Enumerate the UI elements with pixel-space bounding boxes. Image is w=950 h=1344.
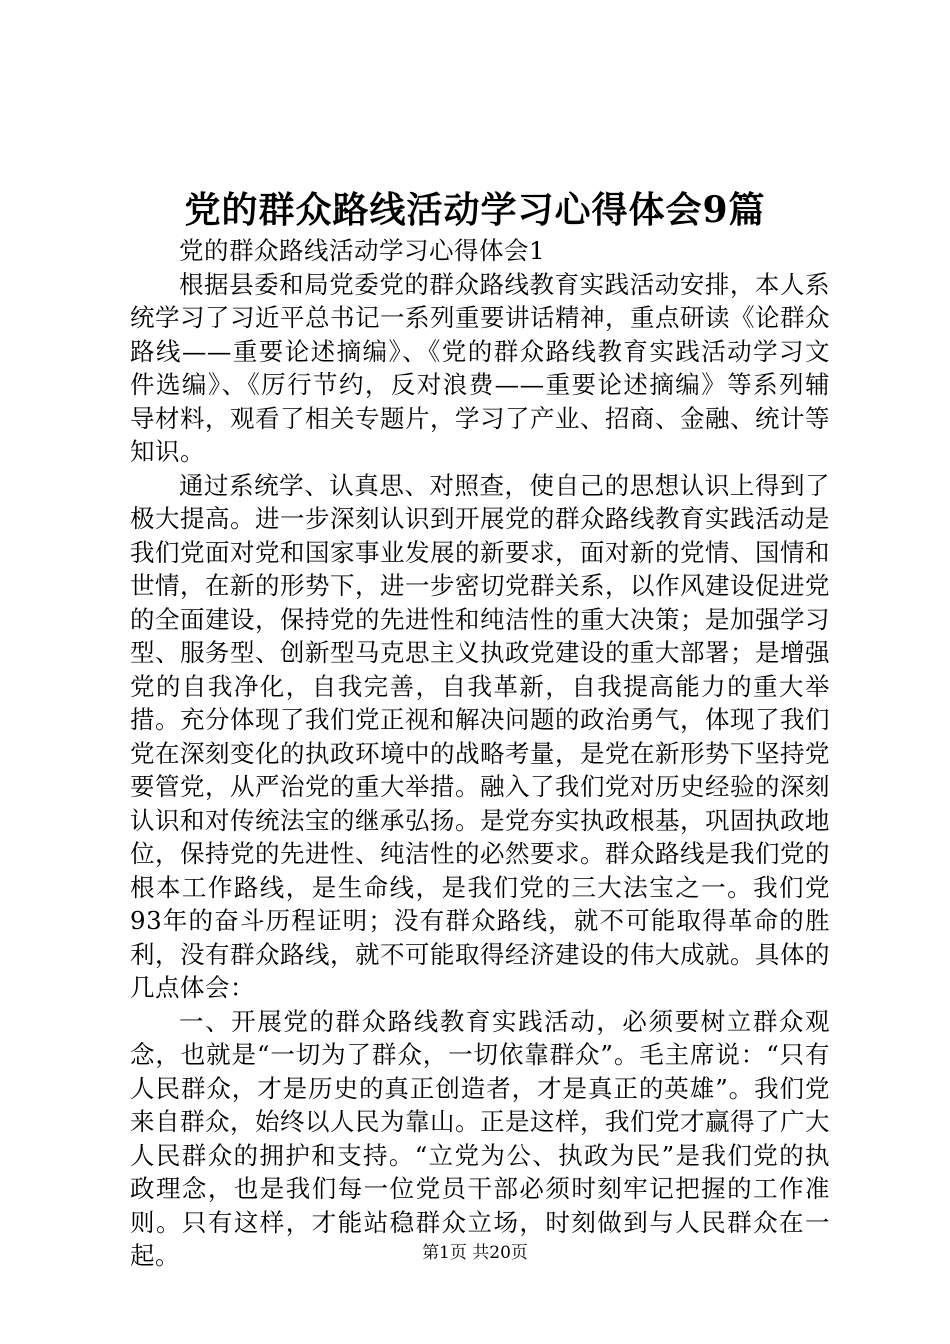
paragraph-3: 一、开展党的群众路线教育实践活动，必须要树立群众观念，也就是“一切为了群众，一切依靠群众”。毛主席说：“只有人民群众，才是历史的真正创造者，才是真正的英雄”。我们党来自群众，始终以人民为靠山。正是这样，我们党才赢得了广大人民群众的拥护和支持。“立党为公、执政为民”是我们党的执政理念，也是我们每一位党员干部必须时刻牢记把握的工作准则。只有这样，才能站稳群众立场，时刻做到与人民群众在一起。: [130, 1006, 830, 1270]
document-body: [130, 234, 830, 1273]
document-title: 党的群众路线活动学习心得体会9篇: [184, 189, 766, 231]
section-heading: 党的群众路线活动学习心得体会1: [179, 236, 546, 265]
page-number-footer: 第1页 共20页: [422, 1243, 528, 1263]
paragraph-2: 通过系统学、认真思、对照查，使自己的思想认识上得到了极大提高。进一步深刻认识到开展党的群众路线教育实践活动是我们党面对党和国家事业发展的新要求，面对新的党情、国情和世情，在新的形势下，进一步密切党群关系，以作风建设促进党的全面建设，保持党的先进性和纯洁性的重大决策；是加强学习型、服务型、创新型马克思主义执政党建设的重大部署；是增强党的自我净化，自我完善，自我革新，自我提高能力的重大举措。充分体现了我们党正视和解决问题的政治勇气，体现了我们党在深刻变化的执政环境中的战略考量，是党在新形势下坚持党要管党，从严治党的重大举措。融入了我们党对历史经验的深刻认识和对传统法宝的继承弘扬。是党夯实执政根基，巩固执政地位，保持党的先进性、纯洁性的必然要求。群众路线是我们党的根本工作路线，是生命线，是我们党的三大法宝之一。我们党93年的奋斗历程证明；没有群众路线，就不可能取得革命的胜利，没有群众路线，就不可能取得经济建设的伟大成就。具体的几点体会：: [130, 470, 830, 1002]
paragraph-1: 根据县委和局党委党的群众路线教育实践活动安排，本人系统学习了习近平总书记一系列重要讲话精神，重点研读《论群众路线——重要论述摘编》、《党的群众路线教育实践活动学习文件选编》、《厉行节约，反对浪费——重要论述摘编》等系列辅导材料，观看了相关专题片，学习了产业、招商、金融、统计等知识。: [130, 269, 830, 466]
